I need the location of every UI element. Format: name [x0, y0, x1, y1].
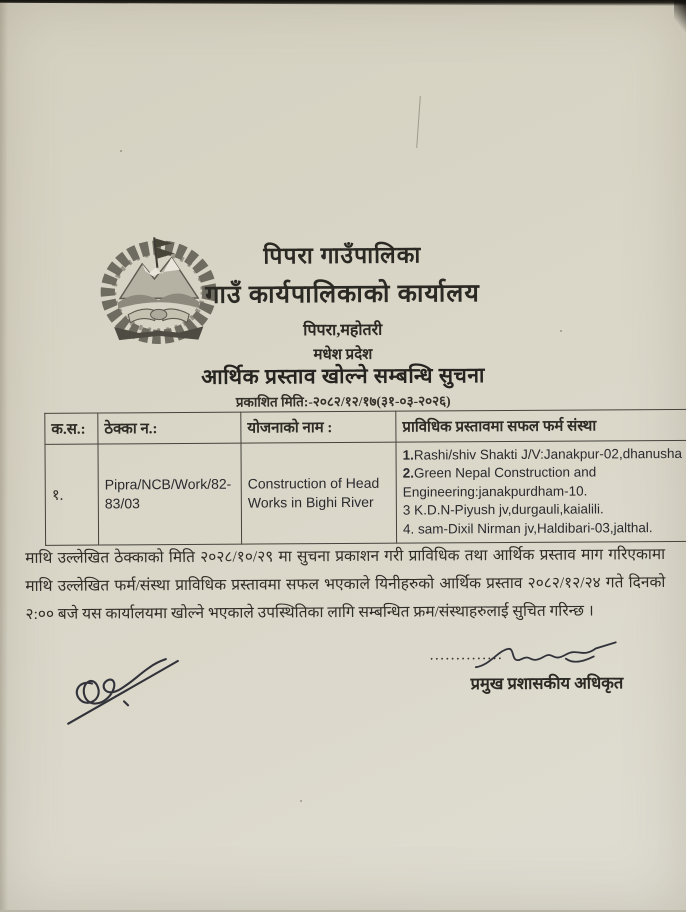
office-name: गाउँ कार्यपालिकाको कार्यालय — [205, 280, 480, 309]
signatory-title: प्रमुख प्रशासकीय अधिकृत — [470, 673, 624, 694]
header-sn: क.स.: — [45, 413, 98, 444]
header-project-name: योजनाको नाम : — [241, 411, 396, 443]
scan-top-right-corner — [674, 0, 686, 34]
cell-contract-no: Pipra/NCB/Work/82-83/03 — [98, 443, 242, 545]
firm-item: 3 K.D.N-Piyush jv,durgauli,kaialili. — [402, 501, 604, 518]
province-name: मधेश प्रदेश — [313, 346, 373, 364]
notice-title: आर्थिक प्रस्ताव खोल्ने सम्बन्धि सुचना — [201, 363, 486, 389]
table-header-row — [45, 409, 686, 444]
signature-dotted-line: .............. — [429, 647, 504, 664]
firm-item: 4. sam-Dixil Nirman jv,Haldibari-03,jalthal. — [402, 519, 653, 537]
published-date-line: प्रकाशित मिति:-२०८२/१२/१७(३१-०३-२०२६) — [235, 393, 451, 410]
proposal-table — [44, 409, 686, 546]
handwritten-signature-left — [54, 641, 205, 732]
notice-body-paragraph: माथि उल्लेखित ठेक्काको मिति २०२८/१०/२९ मा सुचना प्रकाशन गरी प्राविधिक तथा आर्थिक प्रस्ताव माग गरिएकामा माथि उल्लेखित फर्म/संस्था प्राविधिक प्रस्तावमा सफल भएकाले यिनीहरुको आर्थिक प्रस्ताव २०८२/१२/२४ गते दिनको २:०० बजे यस कार्यालयमा खोल्ने भएकाले उपस्थितिका लागि सम्बन्धित फ्रम/संस्थाहरुलाई सुचित गरिन्छ । — [25, 546, 666, 623]
cell-sn: १. — [45, 444, 99, 545]
letterhead — [0, 236, 686, 366]
office-address: पिपरा,महोतरी — [303, 321, 383, 340]
municipality-name: पिपरा गाउँपालिका — [263, 242, 422, 269]
header-successful-firms: प्राविधिक प्रस्तावमा सफल फर्म संस्था — [396, 409, 686, 442]
paper-speck — [120, 150, 122, 152]
header-contract-no: ठेक्का न.: — [98, 412, 241, 444]
paper-speck — [300, 800, 302, 802]
cell-project-name: Construction of Head Works in Bighi River — [241, 442, 397, 544]
cell-firms — [396, 440, 686, 543]
table-row — [45, 440, 686, 545]
paper-speck — [560, 330, 562, 332]
firm-item: 2.Green Nepal Construction and Engineering:janakpurdham-10. — [402, 464, 597, 500]
firm-item: 1.Rashi/shiv Shakti J/V:Janakpur-02,dhanusha — [402, 445, 683, 463]
